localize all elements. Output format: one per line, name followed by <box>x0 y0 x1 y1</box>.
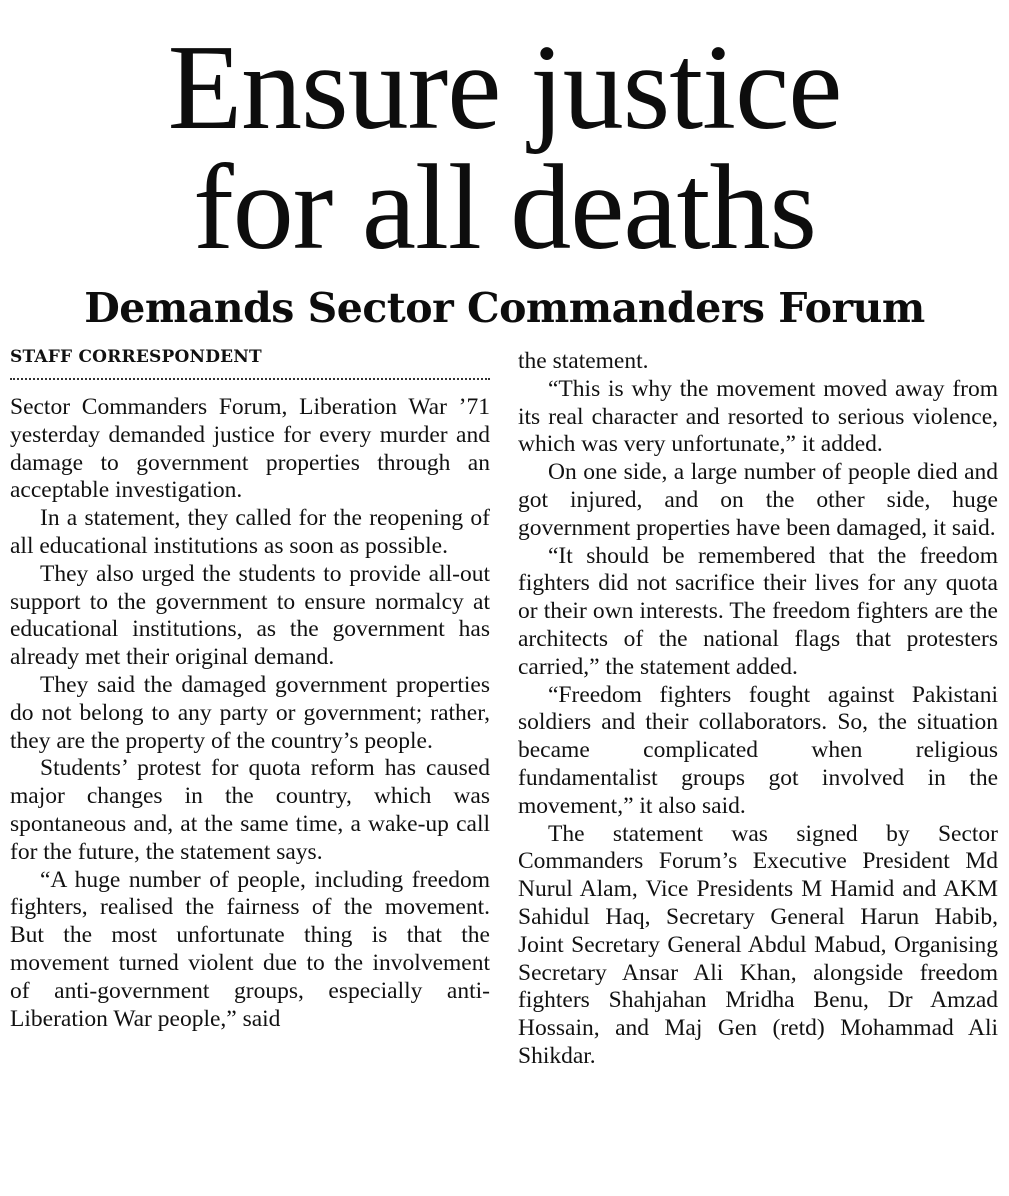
paragraph: Sector Commanders Forum, Liberation War ’71 yesterday demanded justice for every murder and damage to government properties through an acceptable investigation. <box>10 394 490 504</box>
paragraph: “This is why the movement moved away from its real character and resorted to serious violence, which was very unfortunate,” it added. <box>518 375 998 458</box>
headline <box>0 20 1009 275</box>
paragraph: They also urged the students to provide all-out support to the government to ensure normalcy at educational institutions, as the government has already met their original demand. <box>10 560 490 671</box>
paragraph: “It should be remembered that the freedom fighters did not sacrifice their lives for any quota or their own interests. The freedom fighters are the architects of the national flags that protesters carried,” the statement added. <box>518 542 998 680</box>
paragraph: On one side, a large number of people died and got injured, and on the other side, huge government properties have been damaged, it said. <box>518 459 998 541</box>
paragraph-continuation: the statement. <box>518 348 649 374</box>
headline-line-1: Ensure justice <box>167 20 842 155</box>
paragraph: Students’ protest for quota reform has caused major changes in the country, which was spontaneous and, at the same time, a wake-up call for the future, the statement says. <box>10 755 490 865</box>
paragraph: “Freedom fighters fought against Pakistani soldiers and their collaborators. So, the situation became complicated when religious fundamentalist groups got involved in the movement,” it also said. <box>518 681 998 819</box>
right-column <box>518 348 998 1071</box>
byline: STAFF CORRESPONDENT <box>10 344 490 380</box>
paragraph: “A huge number of people, including freedom fighters, realised the fairness of the movement. But the most unfortunate thing is that the movement turned violent due to the involvement of anti-government groups, especially anti-Liberation War people,” said <box>10 866 490 1032</box>
subheadline: Demands Sector Commanders Forum <box>84 284 925 332</box>
left-column <box>10 344 490 1033</box>
paragraph: They said the damaged government properties do not belong to any party or government; rather, they are the property of the country’s people. <box>10 671 490 754</box>
paragraph: In a statement, they called for the reopening of all educational institutions as soon as possible. <box>10 505 490 559</box>
paragraph: The statement was signed by Sector Commanders Forum’s Executive President Md Nurul Alam, Vice Presidents M Hamid and AKM Sahidul Haq, Secretary General Harun Habib, Joint Secretary General Abdul Mabud, Organising Secretary Ansar Ali Khan, alongside freedom fighters Shahjahan Mridha Benu, Dr Amzad Hossain, and Maj Gen (retd) Mohammad Ali Shikdar. <box>518 820 998 1069</box>
headline-line-2: for all deaths <box>193 140 816 275</box>
